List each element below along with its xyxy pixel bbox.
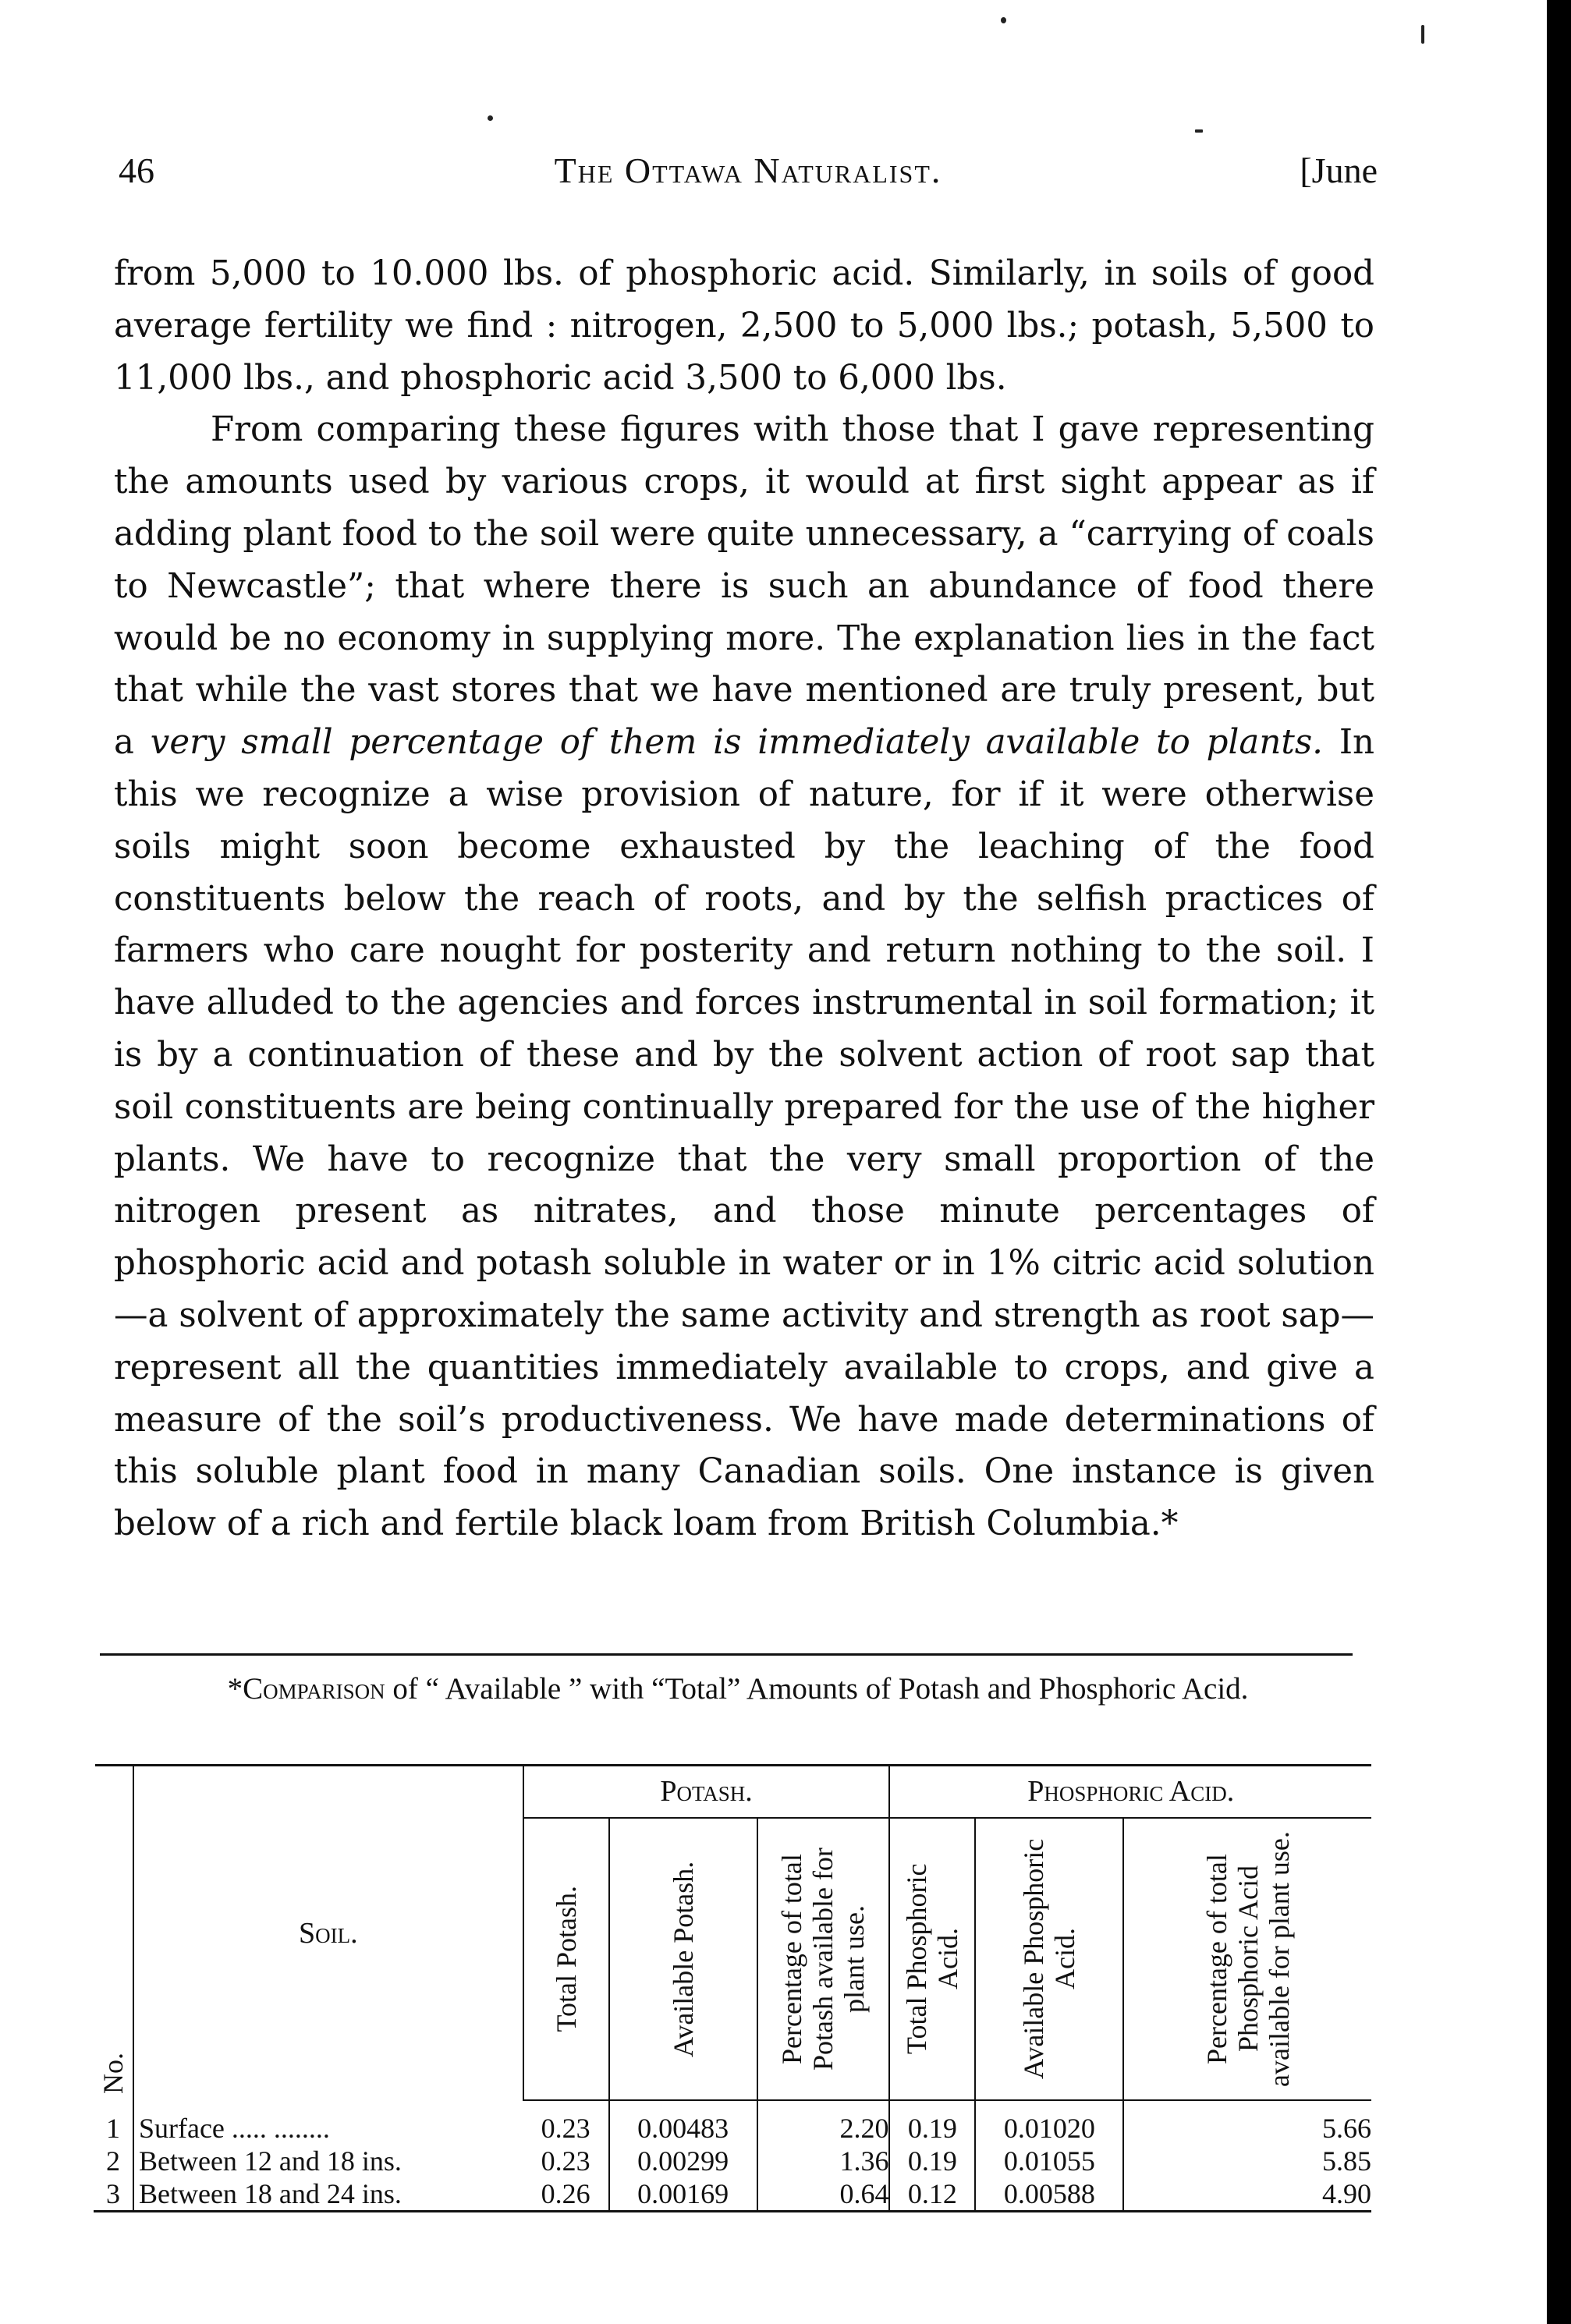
column-header-total-potash: Total Potash. [523, 1818, 609, 2100]
page-header [119, 150, 1378, 204]
column-header-available-potash: Available Potash. [609, 1818, 757, 2100]
column-header-pct-phosphoric: Percentage of total Phosphoric Acid available for plant use. [1123, 1818, 1371, 2100]
column-header-total-phosphoric: Total Phosphoric Acid. [889, 1818, 975, 2100]
scan-speck [1195, 129, 1203, 133]
row-available-phosphoric: 0.00588 [975, 2177, 1123, 2212]
footnote-rule [100, 1653, 1353, 1656]
row-pct-phosphoric: 5.66 [1123, 2100, 1371, 2145]
row-pct-potash: 2.20 [757, 2100, 890, 2145]
row-available-phosphoric: 0.01020 [975, 2100, 1123, 2145]
soil-comparison-table [94, 1766, 1371, 2212]
scan-speck [1001, 17, 1006, 23]
paragraph-text: In this we recognize a wise provision of nature, for if it were otherwise soils might soon become exhausted by the leaching of the food constituents below the reach of roots, and by the selfish practices of farmers who care nought for posterity and return nothing to the soil. I have alluded to the agencies and forces instrumental in soil formation; it is by a continuation of these and by the solvent action of root sap that soil constituents are being continually prepared for the use of the higher plants. We have to recognize that the very small proportion of the nitrogen present as nitrates, and those minute percentages of phosphoric acid and potash soluble in water or in 1% citric acid solution—a solvent of approximately the same activity and strength as root sap—represent all the quantities immediately available to crops, and give a measure of the soil’s productiveness. We have made determinations of this soluble plant food in many Canadian soils. One instance is given below of a rich and fertile black loam from British Columbia.* [114, 723, 1375, 1544]
row-total-phosphoric: 0.12 [889, 2177, 975, 2212]
page-number: 46 [119, 151, 154, 190]
row-pct-potash: 0.64 [757, 2177, 890, 2212]
row-available-potash: 0.00483 [609, 2100, 757, 2145]
paragraph-main [114, 404, 1374, 1550]
paragraph-text: From comparing these figures with those that I gave representing the amounts used by various crops, it would at first sight appear as if adding plant food to the soil were quite unnecessary, a “carrying of coals to Newcastle”; that where there is such an abundance of food there would be no economy in supplying more. The explanation lies in the fact that while the vast stores that we have mentioned are truly present, but a [114, 410, 1374, 763]
row-total-potash: 0.23 [541, 2145, 590, 2177]
issue-month: [June [1300, 151, 1378, 190]
table-row [94, 2100, 1371, 2145]
row-number: 1 [105, 2112, 120, 2144]
column-header-available-phosphoric: Available Phosphoric Acid. [975, 1818, 1123, 2100]
row-soil: Between 12 and 18 ins. [133, 2145, 523, 2177]
row-total-potash: 0.26 [523, 2177, 609, 2212]
row-soil: Between 18 and 24 ins. [133, 2177, 523, 2212]
row-soil: Surface ..... ........ [133, 2100, 523, 2145]
table-row [94, 2177, 1371, 2212]
paragraph-continuation: from 5,000 to 10.000 lbs. of phosphoric acid. Similarly, in soils of good average fertility we find : nitrogen, 2,500 to 5,000 lbs.; potash, 5,500 to 11,000 lbs., and phosphoric acid 3,500 to 6,000 lbs. [114, 254, 1374, 398]
scan-speck [488, 115, 493, 121]
column-header-no: No. [97, 2053, 129, 2094]
scan-edge-bar [1547, 0, 1571, 2324]
row-pct-potash: 1.36 [757, 2145, 890, 2177]
emphasis-text: very small percentage of them is immediately available to plants. [150, 723, 1323, 763]
article-body [114, 248, 1374, 1550]
row-number: 3 [94, 2177, 133, 2212]
row-pct-phosphoric: 4.90 [1123, 2177, 1371, 2212]
group-header-potash: Potash. [523, 1766, 890, 1818]
column-header-soil: Soil. [133, 1766, 523, 2100]
group-header-phosphoric: Phosphoric Acid. [889, 1766, 1371, 1818]
column-header-pct-potash: Percentage of total Potash available for plant use. [757, 1818, 890, 2100]
table-caption [114, 1669, 1362, 1709]
row-pct-phosphoric: 5.85 [1123, 2145, 1371, 2177]
scan-speck [1421, 25, 1424, 44]
row-available-potash: 0.00169 [609, 2177, 757, 2212]
caption-lead: *Comparison [227, 1672, 385, 1706]
row-available-phosphoric: 0.01055 [975, 2145, 1123, 2177]
row-total-phosphoric: 0.19 [889, 2145, 975, 2177]
table-row [94, 2145, 1371, 2177]
running-title: The Ottawa Naturalist. [554, 151, 942, 190]
caption-text: of “ Available ” with “Total” Amounts of Potash and Phosphoric Acid. [392, 1672, 1249, 1706]
row-total-phosphoric: 0.19 [889, 2100, 975, 2145]
row-total-potash: 0.23 [541, 2113, 590, 2144]
row-available-potash: 0.00299 [609, 2145, 757, 2177]
row-number: 2 [105, 2145, 120, 2177]
